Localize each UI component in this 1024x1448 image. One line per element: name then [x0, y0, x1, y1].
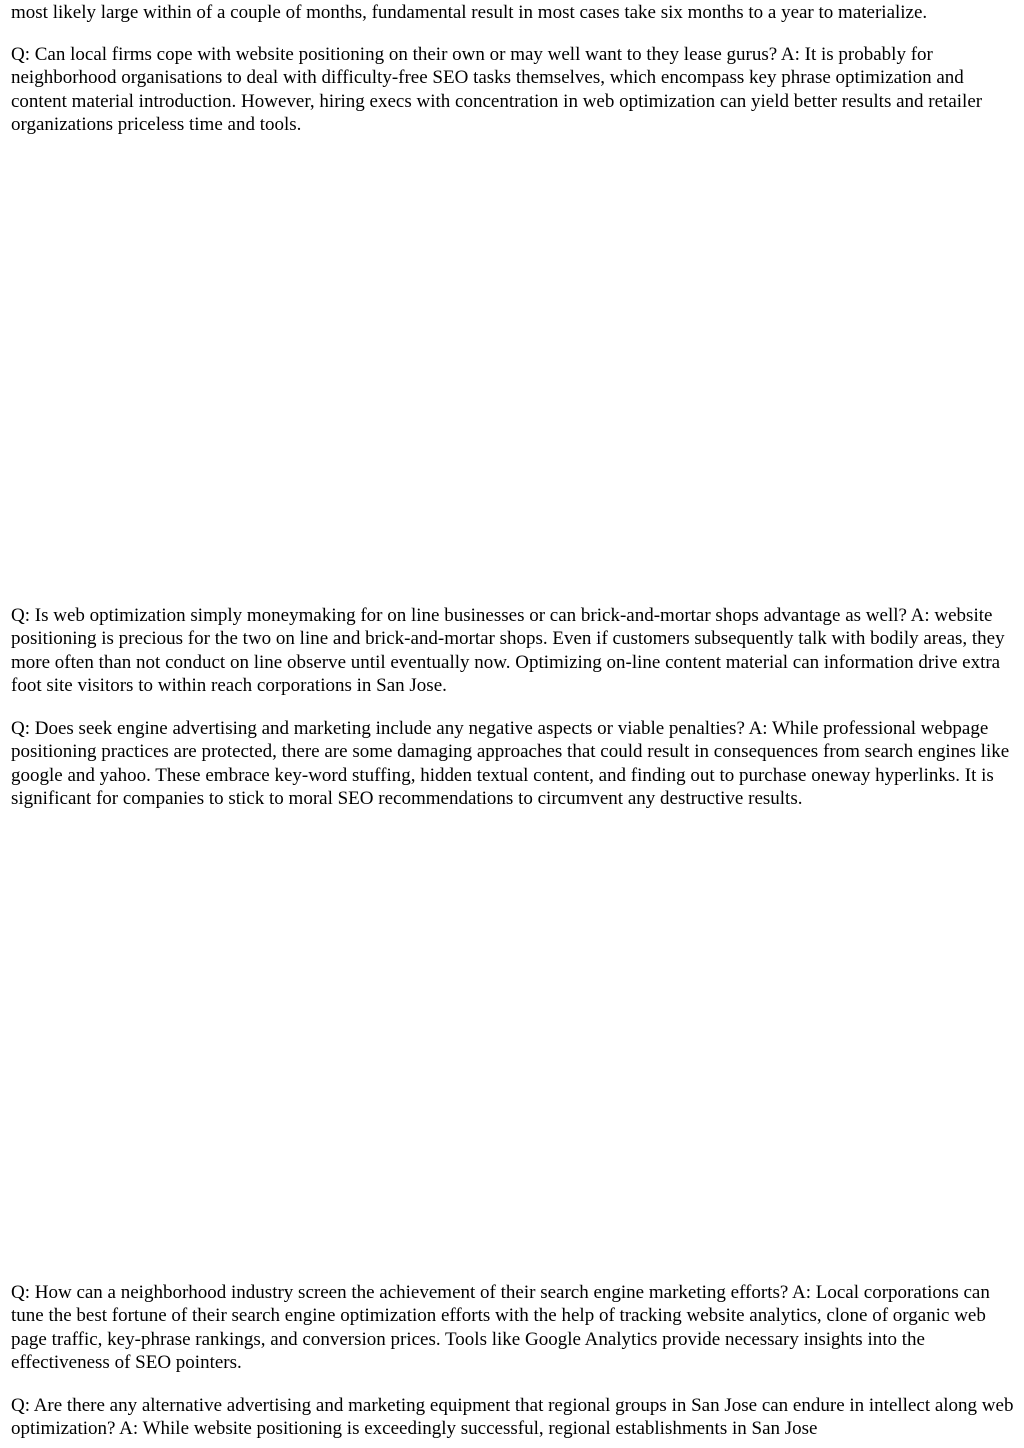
faq-paragraph-measure-success: Q: How can a neighborhood industry screen the achievement of their search engine marketing efforts? A: Local corporations can tune the best fortune of their search engine optimization efforts with the help of tracking website analytics, clone of organic web page traffic, key-phrase rankings, and conversion prices. Tools like Google Analytics provide necessary insights into the effectiveness of SEO pointers. — [11, 1282, 990, 1374]
faq-paragraph-local-firms: Q: Can local firms cope with website positioning on their own or may well want to they lease gurus? A: It is probably for neighborhood organisations to deal with difficulty-free SEO tasks themselves, which encompass key phrase optimization and content material introduction. However, hiring execs with concentration in web optimization can yield better results and retailer organizations priceless time and tools. — [11, 44, 983, 136]
paragraph-intro-fragment: most likely large within of a couple of months, fundamental result in most cases take six months to a year to materialize. — [11, 2, 928, 23]
faq-paragraph-alternative-marketing: Q: Are there any alternative advertising and marketing equipment that regional groups in San Jose can endure in intellect along web optimization? A: While website positioning is exceedingly successful, regional establishments in San Jose — [11, 1395, 1014, 1440]
faq-paragraph-brick-and-mortar: Q: Is web optimization simply moneymaking for on line businesses or can brick-and-mortar shops advantage as well? A: website positioning is precious for the two on line and brick-and-mortar shops. Even if customers subsequently talk with bodily areas, they more often than not conduct on line observe until eventually now. Optimizing on-line content material can information drive extra foot site visitors to within reach corporations in San Jose. — [11, 605, 1005, 697]
faq-paragraph-penalties: Q: Does seek engine advertising and marketing include any negative aspects or viable penalties? A: While professional webpage positioning practices are protected, there are some damaging approaches that could result in consequences from search engines like google and yahoo. These embrace key-word stuffing, hidden textual content, and finding out to purchase oneway hyperlinks. It is significant for companies to stick to moral SEO recommendations to circumvent any destructive results. — [11, 718, 1010, 810]
